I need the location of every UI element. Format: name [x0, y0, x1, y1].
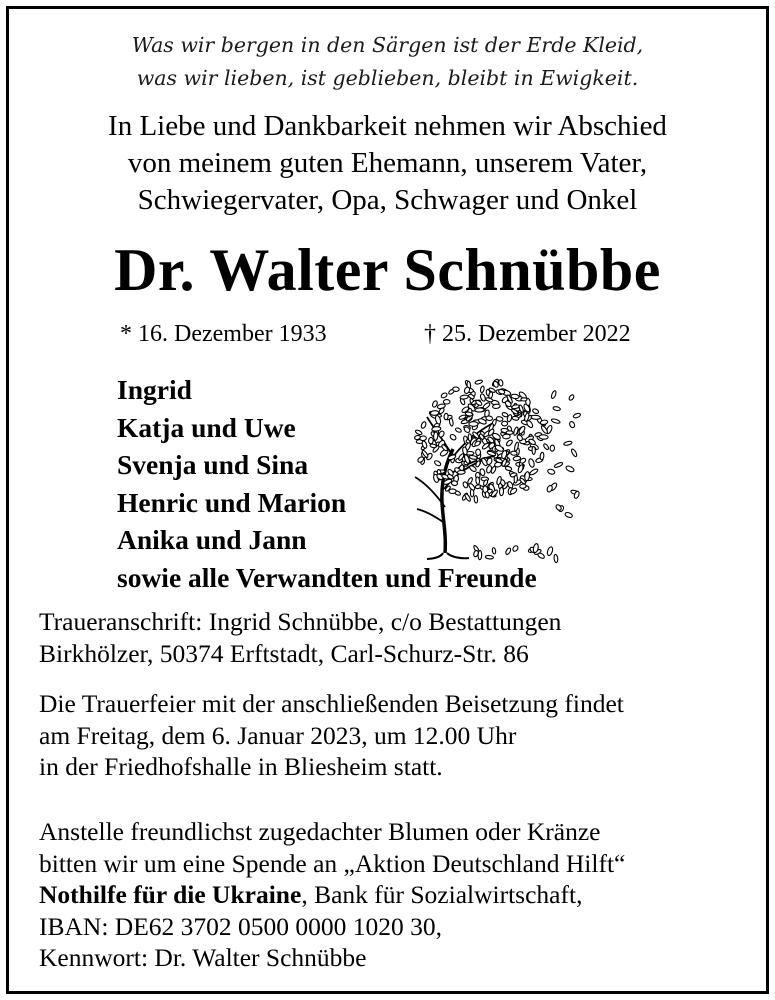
leaf [531, 415, 540, 420]
leaf [564, 512, 573, 519]
mourner-4: Henric und Marion [117, 486, 347, 518]
leaf [532, 408, 539, 414]
donation-iban: IBAN: DE62 3702 0500 0000 1020 30, [39, 911, 443, 941]
leaf [543, 443, 550, 450]
leaf [532, 446, 535, 454]
poem [9, 29, 766, 95]
leaf [568, 394, 575, 401]
leaf [505, 439, 513, 447]
leaf [526, 420, 534, 429]
donation-line-2: bitten wir um eine Spende an „Aktion Deutschland Hilft“ [39, 848, 626, 878]
intro-text [9, 108, 766, 219]
leaf [420, 421, 426, 429]
leaf [449, 489, 456, 494]
leaf [476, 477, 480, 485]
leaf [502, 434, 510, 439]
leaf [474, 495, 478, 503]
leaf [444, 413, 448, 420]
leaf [569, 421, 576, 429]
intro-line-1: In Liebe und Dankbarkeit nehmen wir Abschied [108, 110, 667, 142]
leaf [430, 410, 439, 415]
leaf [550, 390, 556, 399]
leaf [512, 545, 519, 552]
leaf [486, 416, 493, 421]
poem-line-1: Was wir bergen in den Särgen ist der Erde Kleid, [131, 33, 644, 57]
leaf [441, 444, 448, 452]
mourner-5: Anika und Jann [117, 524, 307, 555]
leaf [475, 449, 480, 456]
leaf [505, 547, 512, 555]
leaf [428, 437, 433, 444]
leaf [554, 462, 564, 469]
ceremony-line-1: Die Trauerfeier mit der anschließenden Beisetzung findet [39, 689, 624, 718]
leaf [482, 402, 491, 410]
leaf [570, 448, 577, 457]
leaf [565, 465, 575, 473]
leaf [551, 418, 561, 424]
deceased-name: Dr. Walter Schnübbe [114, 237, 661, 303]
donation-line-1: Anstelle freundlichst zugedachter Blumen oder Kränze [39, 817, 601, 846]
leaf [415, 429, 423, 435]
leaf [455, 427, 462, 433]
leaf [443, 399, 450, 404]
obituary-frame [6, 6, 769, 994]
leaf [469, 422, 478, 427]
leaf [546, 485, 553, 493]
leaf [485, 555, 494, 559]
leaf [458, 453, 465, 461]
leaf [539, 434, 548, 439]
leaf [540, 452, 544, 460]
mourner-2: Katja und Uwe [117, 411, 296, 443]
donation-block [39, 816, 625, 974]
leaf [514, 475, 518, 483]
leaf [563, 441, 572, 446]
leaf [511, 451, 518, 455]
leaf [449, 418, 454, 426]
leaf [492, 547, 496, 554]
death-date: † 25. Dezember 2022 [424, 321, 631, 347]
leaf [434, 460, 442, 467]
mourner-3: Svenja und Sina [117, 449, 309, 480]
leaf [480, 386, 485, 393]
donation-cause: Nothilfe für die Ukraine [39, 880, 302, 909]
address-block [39, 606, 561, 669]
leaf [460, 395, 469, 400]
windswept-tree-icon [403, 357, 583, 569]
leaf [432, 426, 441, 431]
poem-line-2: was wir lieben, ist geblieben, bleibt in Ewigkeit. [136, 66, 639, 90]
mourner-6: sowie alle Verwandten und Freunde [117, 561, 537, 593]
leaf [528, 458, 535, 468]
leaf [467, 477, 473, 485]
leaf [433, 432, 438, 441]
leaf [554, 554, 559, 563]
donation-line-3 [39, 879, 625, 911]
leaf [553, 406, 561, 411]
intro-line-3: Schwiegervater, Opa, Schwager und Onkel [137, 184, 638, 216]
ceremony-line-2: am Freitag, dem 6. Januar 2023, um 12.00 Uhr [39, 720, 517, 750]
leaf [420, 436, 427, 441]
address-line-1: Traueranschrift: Ingrid Schnübbe, c/o Bestattungen [39, 607, 562, 636]
leaf [511, 394, 520, 399]
leaf [547, 468, 555, 475]
leaf [478, 550, 482, 559]
leaf [481, 442, 489, 450]
leaf [555, 504, 562, 511]
leaf [573, 413, 581, 419]
leaf [492, 404, 500, 409]
address-line-2: Birkhölzer, 50374 Erftstadt, Carl-Schurz-Str. 86 [39, 638, 529, 668]
leaf [463, 386, 470, 394]
leaf [519, 484, 526, 489]
donation-bank: , Bank für Sozialwirtschaft, [301, 880, 583, 909]
leaf [449, 433, 457, 441]
ceremony-line-3: in der Friedhofshalle in Bliesheim statt. [39, 752, 443, 781]
intro-line-2: von meinem guten Ehemann, unserem Vater, [127, 147, 648, 179]
birth-date: * 16. Dezember 1933 [120, 321, 327, 347]
leaf [550, 445, 555, 451]
ceremony-block [39, 688, 624, 783]
leaf [452, 387, 459, 392]
leaf [512, 416, 519, 421]
leaf [529, 468, 539, 476]
leaf [502, 421, 508, 426]
leaf [440, 392, 447, 399]
donation-keyword: Kennwort: Dr. Walter Schnübbe [39, 943, 367, 972]
mourner-1: Ingrid [117, 374, 192, 405]
leaf [513, 456, 521, 461]
leaf [546, 546, 553, 556]
leaf [457, 470, 465, 474]
leaf [496, 416, 503, 422]
leaf [521, 398, 527, 402]
leaf [475, 379, 483, 384]
